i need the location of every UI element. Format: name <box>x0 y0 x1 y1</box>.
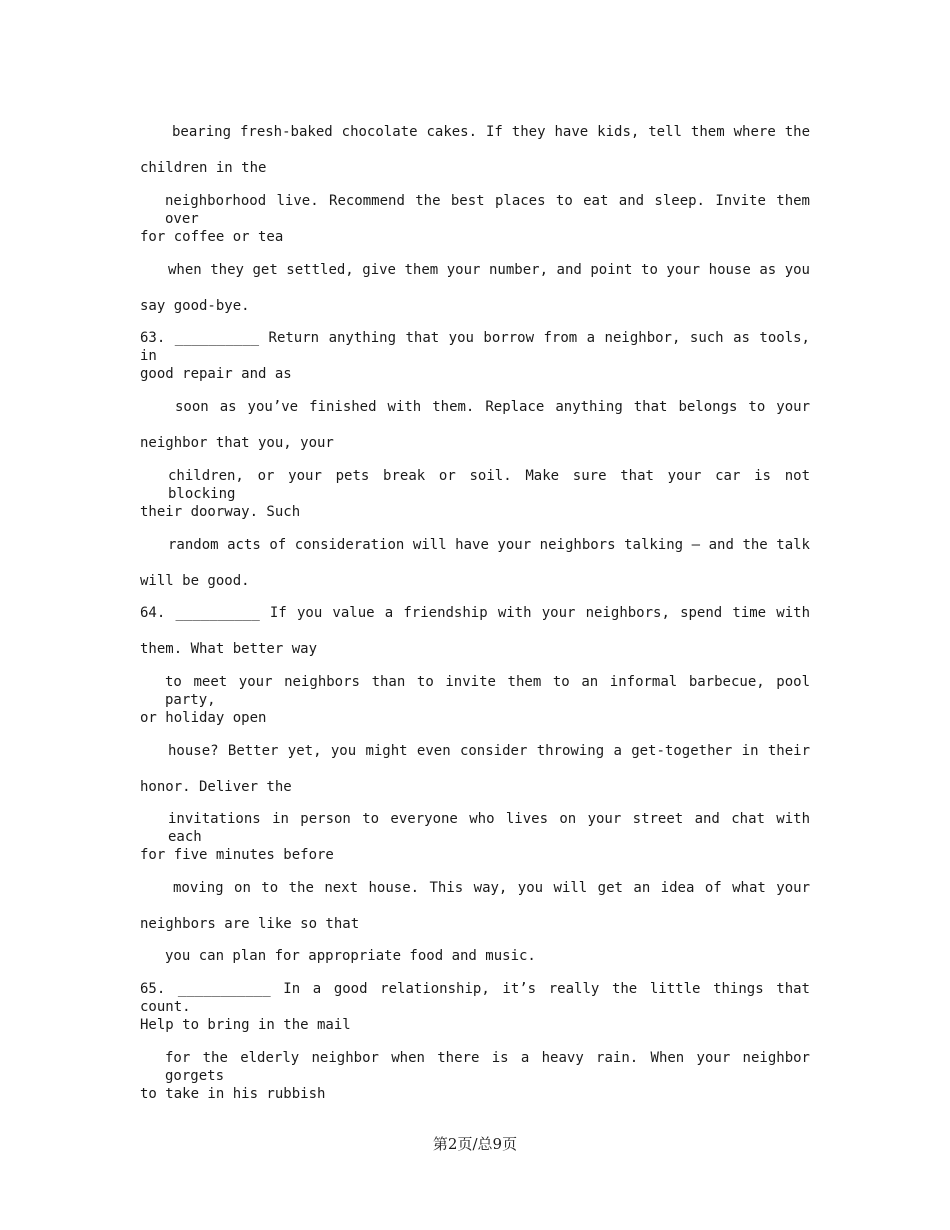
text-line: Help to bring in the mail <box>140 1017 351 1033</box>
text-line: say good-bye. <box>140 298 250 314</box>
text-line: honor. Deliver the <box>140 779 292 795</box>
text-line: will be good. <box>140 573 250 589</box>
text-line: to take in his rubbish <box>140 1086 326 1102</box>
text-line: soon as you’ve finished with them. Replace anything that belongs to your <box>175 399 810 415</box>
text-line: moving on to the next house. This way, you will get an idea of what your <box>173 880 810 896</box>
text-line: to meet your neighbors than to invite them to an informal barbecue, pool party, <box>165 674 810 708</box>
text-line: or holiday open <box>140 710 267 726</box>
text-line: neighbors are like so that <box>140 916 360 932</box>
text-line: neighbor that you, your <box>140 435 334 451</box>
text-line: good repair and as <box>140 366 292 382</box>
text-line: bearing fresh-baked chocolate cakes. If they have kids, tell them where the <box>172 124 810 140</box>
text-line: invitations in person to everyone who lives on your street and chat with each <box>168 811 810 845</box>
text-line: their doorway. Such <box>140 504 301 520</box>
question-65: 65. ___________ In a good relationship, it’s really the little things that count. <box>140 981 810 1015</box>
page-number-footer: 第2页/总9页 <box>432 1135 518 1153</box>
text-line: children in the <box>140 160 267 176</box>
text-line: house? Better yet, you might even consider throwing a get-together in their <box>168 743 810 759</box>
text-line: neighborhood live. Recommend the best places to eat and sleep. Invite them over <box>165 193 810 227</box>
text-line: for the elderly neighbor when there is a heavy rain. When your neighbor gorgets <box>165 1050 810 1084</box>
text-line: you can plan for appropriate food and music. <box>165 948 536 964</box>
text-line: for coffee or tea <box>140 229 284 245</box>
question-63: 63. __________ Return anything that you borrow from a neighbor, such as tools, in <box>140 330 810 364</box>
text-line: for five minutes before <box>140 847 334 863</box>
text-line: when they get settled, give them your number, and point to your house as you <box>168 262 810 278</box>
text-line: them. What better way <box>140 641 318 657</box>
text-line: children, or your pets break or soil. Make sure that your car is not blocking <box>168 468 810 502</box>
question-64: 64. __________ If you value a friendship with your neighbors, spend time with <box>140 605 810 621</box>
text-line: random acts of consideration will have your neighbors talking — and the talk <box>168 537 810 553</box>
